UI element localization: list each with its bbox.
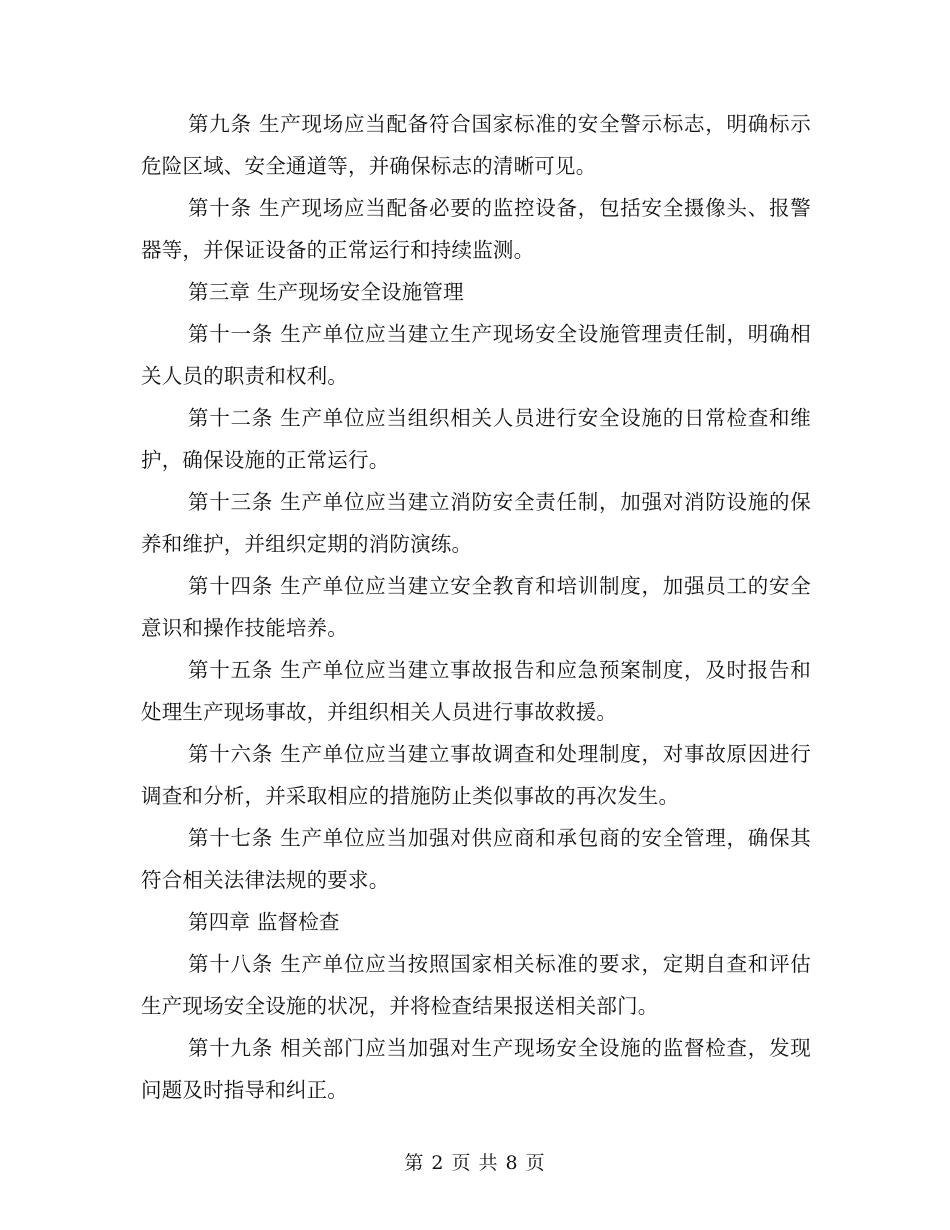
article-13: 第十三条 生产单位应当建立消防安全责任制，加强对消防设施的保养和维护，并组织定期的消防演练。 [141, 490, 811, 556]
chapter-3-heading: 第三章 生产现场安全设施管理 [188, 280, 464, 304]
chapter-4-heading: 第四章 监督检查 [188, 910, 340, 934]
document-body [141, 103, 811, 1111]
article-14: 第十四条 生产单位应当建立安全教育和培训制度，加强员工的安全意识和操作技能培养。 [141, 574, 811, 640]
article-9: 第九条 生产现场应当配备符合国家标准的安全警示标志，明确标示危险区域、安全通道等，并确保标志的清晰可见。 [141, 112, 811, 178]
page-number-footer: 第 2 页 共 8 页 [404, 1152, 546, 1174]
article-16: 第十六条 生产单位应当建立事故调查和处理制度，对事故原因进行调查和分析，并采取相应的措施防止类似事故的再次发生。 [141, 742, 811, 808]
article-15: 第十五条 生产单位应当建立事故报告和应急预案制度，及时报告和处理生产现场事故，并组织相关人员进行事故救援。 [141, 658, 811, 724]
article-12: 第十二条 生产单位应当组织相关人员进行安全设施的日常检查和维护，确保设施的正常运行。 [141, 406, 811, 472]
article-17: 第十七条 生产单位应当加强对供应商和承包商的安全管理，确保其符合相关法律法规的要求。 [141, 826, 811, 892]
article-19: 第十九条 相关部门应当加强对生产现场安全设施的监督检查，发现问题及时指导和纠正。 [141, 1036, 811, 1102]
article-18: 第十八条 生产单位应当按照国家相关标准的要求，定期自查和评估生产现场安全设施的状况，并将检查结果报送相关部门。 [141, 952, 811, 1018]
article-11: 第十一条 生产单位应当建立生产现场安全设施管理责任制，明确相关人员的职责和权利。 [141, 322, 811, 388]
article-10: 第十条 生产现场应当配备必要的监控设备，包括安全摄像头、报警器等，并保证设备的正常运行和持续监测。 [141, 196, 811, 262]
